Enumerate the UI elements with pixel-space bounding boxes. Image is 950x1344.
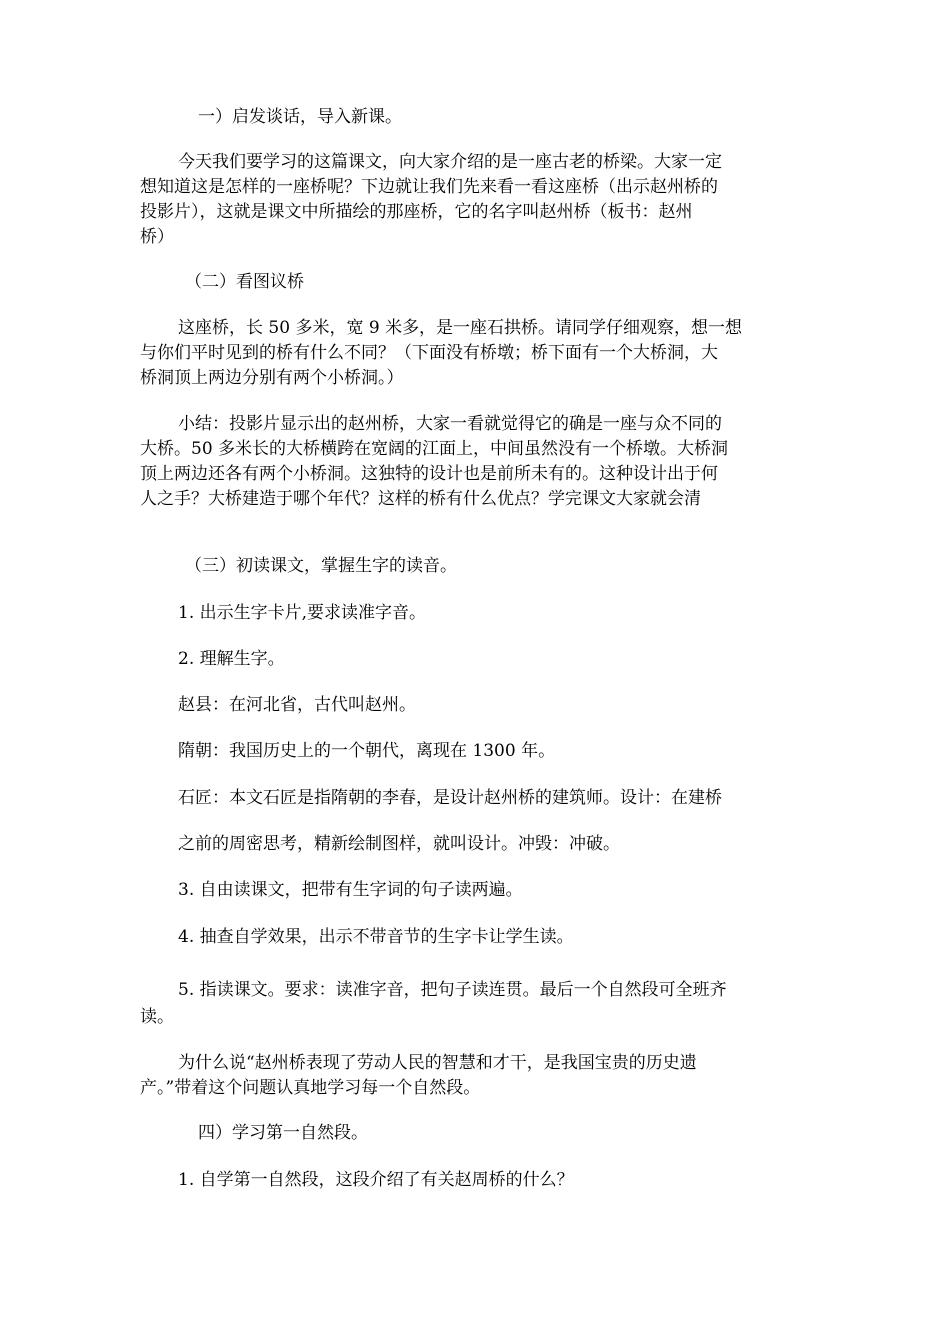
glossary-entry: 石匠：本文石匠是指隋朝的李春，是设计赵州桥的建筑师。设计：在建桥 <box>178 788 722 808</box>
paragraph-line: 人之手？大桥建造于哪个年代？这样的桥有什么优点？学完课文大家就会清 <box>140 489 701 509</box>
paragraph-line: 顶上两边还各有两个小桥洞。这独特的设计也是前所未有的。这种设计出于何 <box>140 464 718 484</box>
paragraph-line: 今天我们要学习的这篇课文，向大家介绍的是一座古老的桥梁。大家一定 <box>178 152 722 172</box>
paragraph-line: 产。”带着这个问题认真地学习每一个自然段。 <box>140 1078 481 1098</box>
list-item: 1. 自学第一自然段，这段介绍了有关赵周桥的什么？ <box>178 1170 574 1190</box>
section-heading-2: （二）看图议桥 <box>185 272 304 292</box>
paragraph-line: 想知道这是怎样的一座桥呢？下边就让我们先来看一看这座桥（出示赵州桥的 <box>140 177 718 197</box>
section-heading-3: （三）初读课文，掌握生字的读音。 <box>185 556 457 576</box>
section-heading-1: 一）启发谈话，导入新课。 <box>198 107 402 127</box>
glossary-entry: 之前的周密思考，精新绘制图样，就叫设计。冲毁：冲破。 <box>178 834 620 854</box>
paragraph-line: 桥洞顶上两边分别有两个小桥洞。） <box>140 368 404 388</box>
list-item: 2. 理解生字。 <box>178 649 285 669</box>
glossary-entry: 隋朝：我国历史上的一个朝代，离现在 1300 年。 <box>178 741 556 761</box>
paragraph-line: 为什么说“赵州桥表现了劳动人民的智慧和才干，是我国宝贵的历史遗 <box>178 1053 697 1073</box>
paragraph-line: 小结：投影片显示出的赵州桥，大家一看就觉得它的确是一座与众不同的 <box>178 414 722 434</box>
list-item: 5. 指读课文。要求：读准字音，把句子读连贯。最后一个自然段可全班齐 <box>178 980 727 1000</box>
section-heading-4: 四）学习第一自然段。 <box>198 1123 368 1143</box>
list-item: 1. 出示生字卡片,要求读准字音。 <box>178 603 427 623</box>
list-item: 4. 抽查自学效果，出示不带音节的生字卡让学生读。 <box>178 927 574 947</box>
paragraph-line: 投影片），这就是课文中所描绘的那座桥，它的名字叫赵州桥（板书：赵州 <box>140 202 693 222</box>
paragraph-line: 大桥。50 多米长的大桥横跨在宽阔的江面上，中间虽然没有一个桥墩。大桥洞 <box>140 439 729 459</box>
list-item-continuation: 读。 <box>140 1007 174 1027</box>
list-item: 3. 自由读课文，把带有生字词的句子读两遍。 <box>178 880 523 900</box>
paragraph-line: 桥） <box>140 227 174 247</box>
paragraph-line: 这座桥，长 50 多米，宽 9 米多，是一座石拱桥。请同学仔细观察，想一想 <box>178 318 743 338</box>
paragraph-line: 与你们平时见到的桥有什么不同？（下面没有桥墩；桥下面有一个大桥洞，大 <box>140 343 718 363</box>
glossary-entry: 赵县：在河北省，古代叫赵州。 <box>178 695 416 715</box>
